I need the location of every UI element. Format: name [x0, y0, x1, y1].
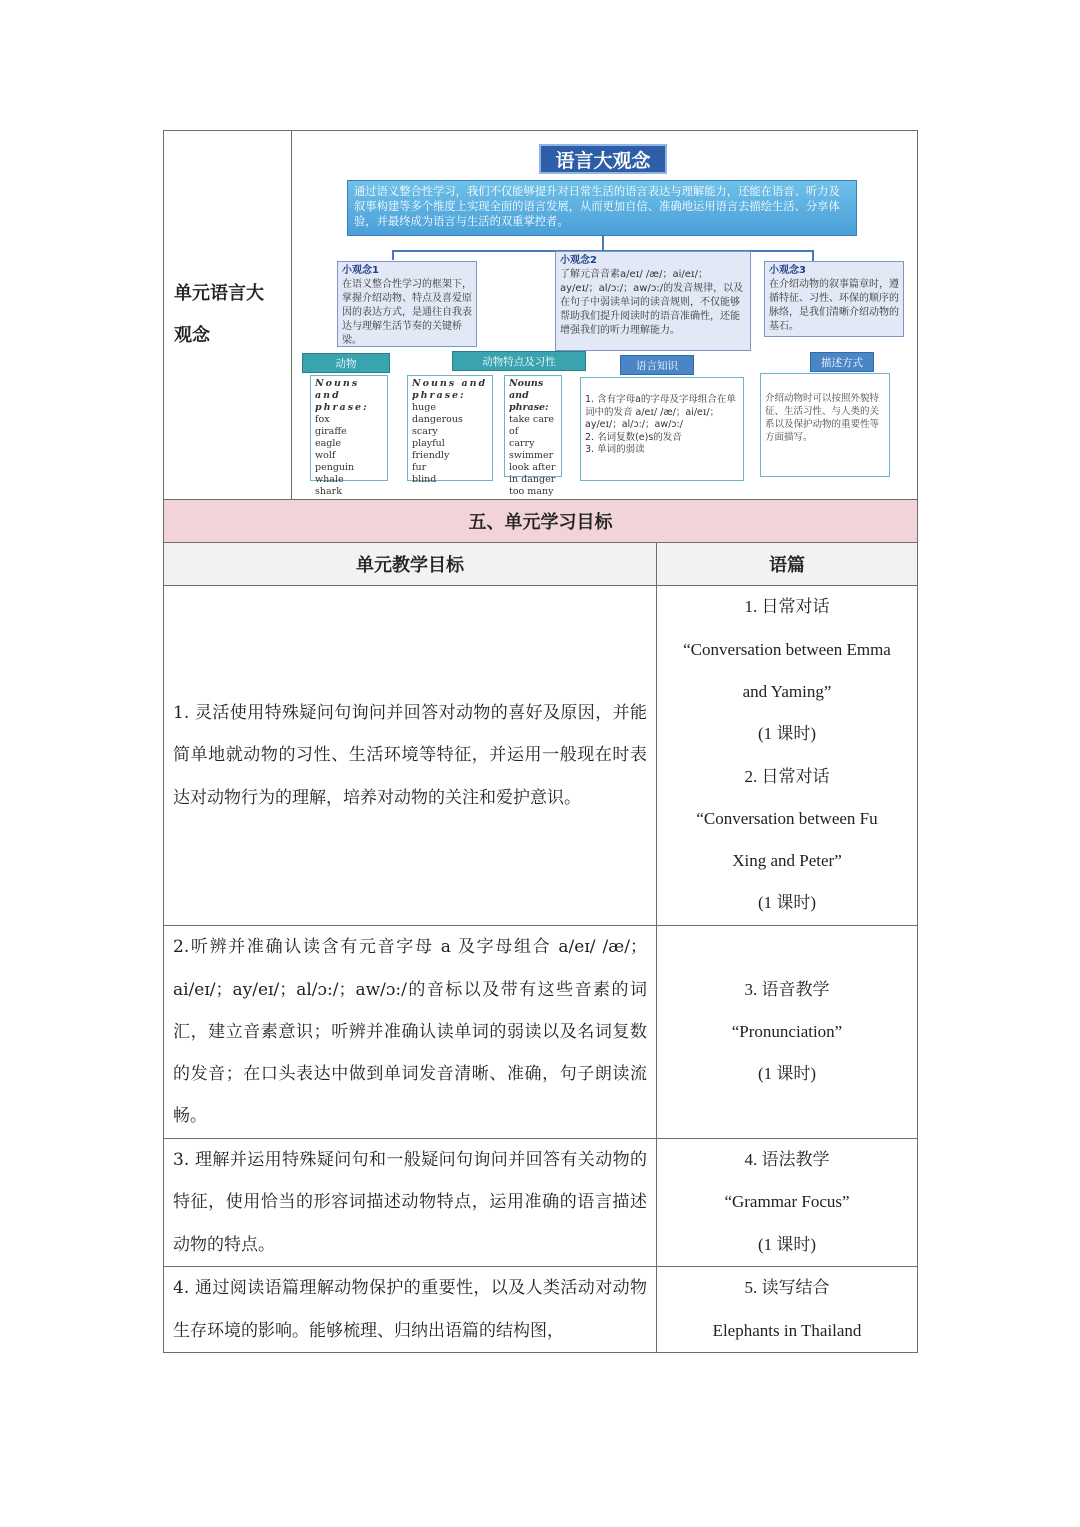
list-item: playful	[412, 438, 445, 449]
list-item: take care of	[509, 414, 555, 437]
list-item: 3. 单词的弱读	[585, 444, 645, 455]
list-item: friendly	[412, 450, 450, 461]
text-cell	[657, 926, 918, 1139]
list-item: huge	[412, 402, 436, 413]
unit-table	[163, 130, 918, 1353]
text-line: (1 课时)	[757, 724, 817, 744]
adjectives-box	[407, 375, 493, 485]
table-row	[164, 1267, 918, 1353]
description-text: 介绍动物时可以按照外貌特征、生活习性、与人类的关系以及保护动物的重要性等方面描写。	[765, 393, 880, 443]
text-line: “Grammar Focus”	[724, 1192, 850, 1212]
text-line: “Conversation between Emma	[683, 639, 891, 659]
text-line: 2. 日常对话	[744, 766, 830, 786]
sub-idea-text: 在语义整合性学习的框架下，掌握介绍动物、特点及喜爱原因的表达方式，是通往自我表达与理解生活节奏的关键桥梁。	[342, 279, 472, 346]
sub-idea-2	[555, 251, 751, 351]
sub-idea-3	[764, 261, 904, 337]
goal-cell: 4. 通过阅读语篇理解动物保护的重要性，以及人类活动对动物生存环境的影响。能够梳理、归纳出语篇的结构图，	[164, 1267, 657, 1353]
section-title: 五、单元学习目标	[164, 500, 918, 543]
text-line: and Yaming”	[742, 681, 832, 701]
sub-idea-text: 了解元音音素a/eɪ/ /æ/；ai/eɪ/；ay/eɪ/；al/ɔ:/；aw/ɔ:/的发音规律，以及在句子中弱读单词的读音规则，不仅能够帮助我们提升阅读时的语音准确性，还能增强我们的听力理解能力。	[560, 269, 744, 336]
text-cell	[657, 1139, 918, 1267]
tag-animals: 动物	[302, 353, 390, 373]
box-heading: Nouns and phrase:	[412, 378, 488, 401]
text-line: “Conversation between Fu	[696, 808, 878, 828]
text-line: 5. 读写结合	[744, 1278, 830, 1298]
list-item: too many	[509, 486, 554, 497]
text-line: “Pronunciation”	[731, 1021, 843, 1041]
table-row	[164, 926, 918, 1139]
list-item: 1. 含有字母a的字母及字母组合在单词中的发音 a/eɪ/ /æ/；ai/eɪ/；ay/eɪ/；al/ɔ:/；aw/ɔ:/	[585, 394, 736, 430]
sub-idea-1	[337, 261, 477, 347]
text-line: (1 课时)	[757, 1064, 817, 1084]
text-cell	[657, 586, 918, 926]
list-item: giraffe	[315, 426, 347, 437]
list-item: fox	[315, 414, 330, 425]
goal-cell: 3. 理解并运用特殊疑问句和一般疑问句询问并回答有关动物的特征，使用恰当的形容词描述动物特点，运用准确的语言描述动物的特点。	[164, 1139, 657, 1267]
table-row	[164, 586, 918, 926]
tag-description: 描述方式	[810, 352, 874, 372]
box-heading: Nouns and phrase:	[509, 378, 549, 413]
list-item: wolf	[315, 450, 336, 461]
goal-cell: 2.听辨并准确认读含有元音字母 a 及字母组合 a/eɪ/ /æ/；ai/eɪ/；ay/eɪ/；al/ɔ:/；aw/ɔ:/的音标以及带有这些音素的词汇，建立音素意识；听辨并准确认读单词的弱读以及名词复数的发音；在口头表达中做到单词发音清晰、准确，句子朗读流畅。	[164, 926, 657, 1139]
sub-idea-title: 小观念2	[560, 255, 597, 266]
phrases-box	[504, 375, 562, 497]
text-line: Elephants in Thailand	[712, 1320, 862, 1340]
tag-knowledge: 语言知识	[620, 355, 694, 375]
text-line: (1 课时)	[757, 893, 817, 913]
list-item: 2. 名词复数(e)s的发音	[585, 431, 682, 443]
list-item: whale	[315, 474, 344, 485]
text-line: 1. 日常对话	[744, 597, 830, 617]
list-item: carry	[509, 438, 535, 449]
goal-column-header: 单元教学目标	[164, 543, 657, 586]
sub-idea-title: 小观念1	[342, 265, 379, 276]
list-item: look after	[509, 462, 556, 473]
list-item: penguin	[315, 462, 355, 473]
text-line: (1 课时)	[757, 1234, 817, 1254]
text-line: 3. 语音教学	[744, 979, 830, 999]
concept-label: 单元语言大观念	[164, 131, 292, 500]
description-box	[760, 373, 890, 477]
list-item: blind	[412, 474, 437, 485]
goal-cell: 1. 灵活使用特殊疑问句询问并回答对动物的喜好及原因，并能简单地就动物的习性、生活环境等特征，并运用一般现在时表达对动物行为的理解，培养对动物的关注和爱护意识。	[164, 586, 657, 926]
table-row	[164, 1139, 918, 1267]
list-item: shark	[315, 486, 342, 497]
tag-features: 动物特点及习性	[452, 351, 586, 371]
box-heading: Nouns and phrase:	[315, 378, 369, 413]
sub-idea-text: 在介绍动物的叙事篇章时，遵循特征、习性、环保的顺序的脉络，是我们清晰介绍动物的基石。	[769, 279, 899, 332]
sub-idea-title: 小观念3	[769, 265, 806, 276]
text-line: Xing and Peter”	[732, 851, 842, 871]
diagram-main-idea: 通过语义整合性学习，我们不仅能够提升对日常生活的语言表达与理解能力，还能在语音、听力及叙事构建等多个维度上实现全面的语言发展，从而更加自信、准确地运用语言去描绘生活、分享体验，并最终成为语言与生活的双重掌控者。	[347, 180, 857, 236]
list-item: eagle	[315, 438, 342, 449]
text-cell	[657, 1267, 918, 1353]
list-item: fur	[412, 462, 427, 473]
list-item: in danger	[509, 474, 556, 485]
animals-box	[310, 375, 388, 497]
diagram-title: 语言大观念	[539, 144, 667, 174]
text-line: 4. 语法教学	[744, 1150, 830, 1170]
knowledge-box	[580, 377, 744, 481]
list-item: dangerous	[412, 414, 463, 425]
concept-diagram	[292, 131, 918, 500]
list-item: swimmer	[509, 450, 554, 461]
text-column-header: 语篇	[657, 543, 918, 586]
list-item: scary	[412, 426, 438, 437]
